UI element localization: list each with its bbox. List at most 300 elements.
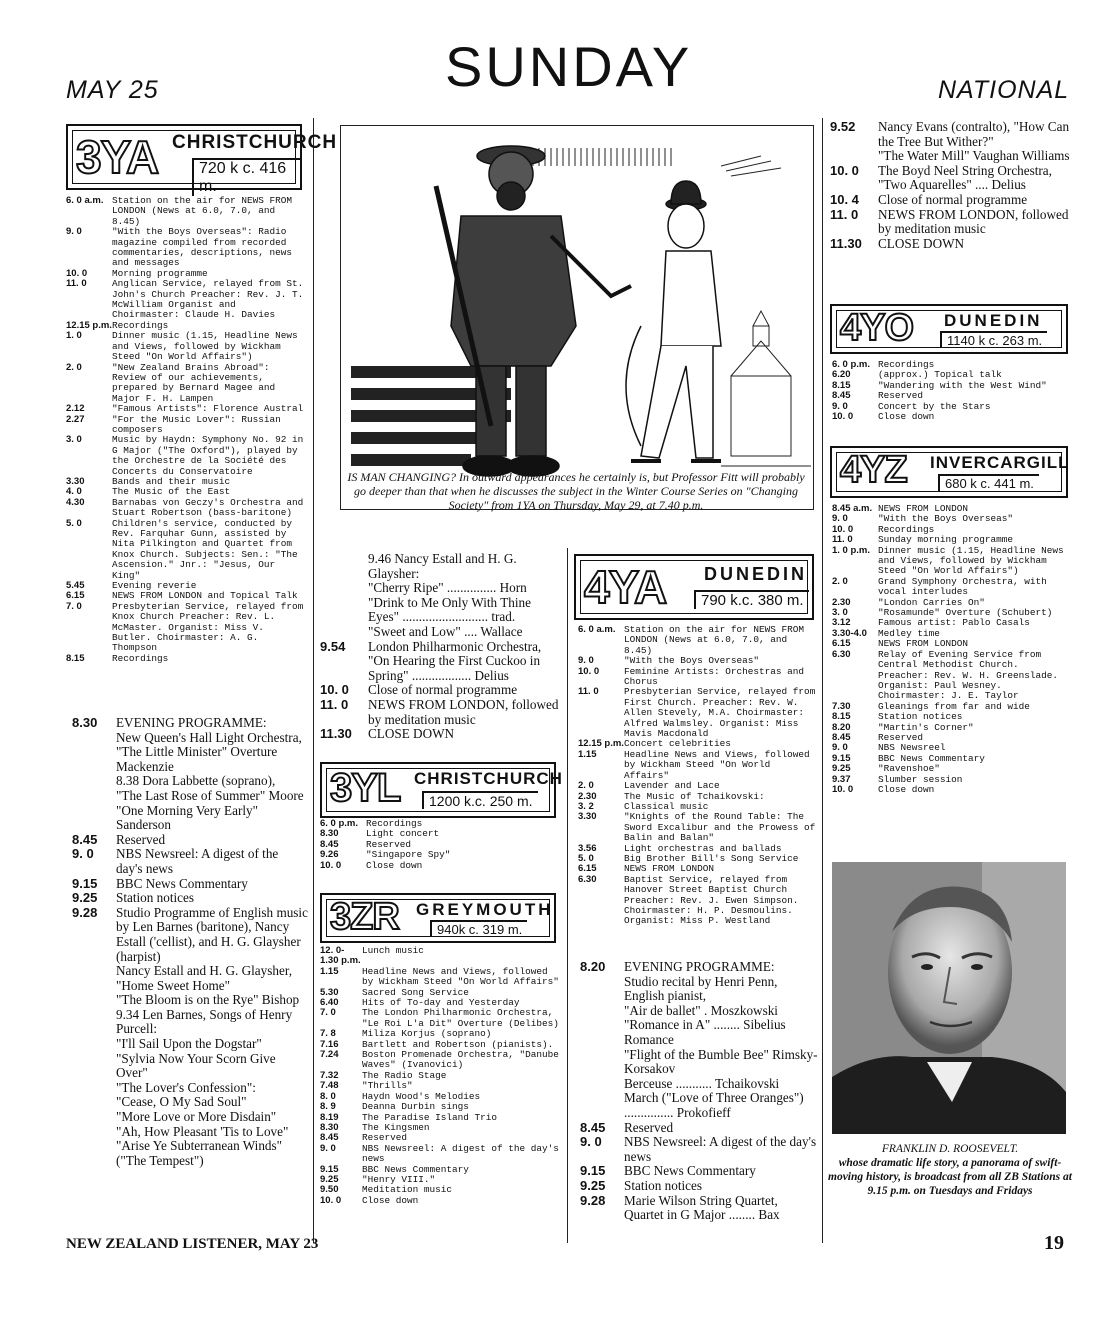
entry-time [72, 1052, 116, 1081]
entry-text: "Henry VIII." [362, 1173, 436, 1185]
entry-time: 3.56 [578, 842, 597, 854]
schedule-entry [72, 964, 308, 979]
entry-text: NEWS FROM LONDON and Topical Talk [112, 590, 298, 602]
entry-text: Concert celebrities [624, 738, 731, 750]
entry-time [72, 993, 116, 1008]
entry-time: 2.30 [578, 790, 597, 802]
entry-time: 11.30 [320, 726, 352, 742]
entry-time [72, 1095, 116, 1110]
station-city: DUNEDIN [704, 564, 808, 584]
entry-text: Anglican Service, relayed from St. John's Church Preacher: Rev. J. T. McWilliam Organist and Choirmaster: Claude H. Davies [112, 278, 304, 321]
entry-time: 12.15 p.m. [578, 738, 624, 750]
page-day: SUNDAY [445, 35, 693, 98]
schedule-entry [66, 519, 308, 581]
entry-time: 10. 0 [320, 859, 342, 871]
entry-text: Recordings [366, 818, 423, 829]
roosevelt-photo [832, 862, 1066, 1134]
entry-time: 11. 0 [830, 206, 859, 222]
entry-time: 8.15 [66, 652, 85, 664]
entry-time [72, 1081, 116, 1096]
entry-text: Dinner music (1.15, Headline News and Views, followed by Wickham Steed "On World Affairs") [112, 330, 298, 363]
entry-text: "Cherry Ripe" ............... Horn [368, 580, 527, 596]
entry-time: 5.45 [66, 580, 85, 592]
schedule-entry [580, 1091, 818, 1120]
entry-text: BBC News Commentary [116, 875, 248, 891]
entry-text: Bands and their music [112, 475, 231, 487]
entry-time [320, 625, 368, 640]
entry-time [72, 1125, 116, 1140]
entry-text: "Rosamunde" Overture (Schubert) [878, 607, 1053, 619]
entry-time [72, 1139, 116, 1168]
schedule-entry [72, 1125, 308, 1140]
entry-text: Classical music [624, 800, 709, 812]
entry-time: 6.30 [578, 873, 597, 885]
station-logo-4yo [830, 304, 1068, 354]
entry-text: Studio Programme of English music by Len Barnes (baritone), Nancy Estall ('cellist), and H. G. Glaysher (harpist) [116, 904, 308, 964]
entry-text: "The Water Mill" Vaughan Williams [878, 148, 1070, 164]
entry-text: "Two Aquarelles" .... Delius [878, 177, 1026, 193]
schedule-entry [580, 1135, 818, 1164]
entry-time: 2.27 [66, 413, 85, 425]
schedule-entry [320, 1008, 564, 1029]
schedule-entry [580, 1048, 818, 1077]
entry-text: Station notices [624, 1177, 703, 1193]
entry-time: 11. 0 [578, 686, 599, 698]
schedule-entry [72, 774, 308, 789]
entry-time: 8.30 [320, 1121, 339, 1133]
entry-text: New Queen's Hall Light Orchestra, [116, 729, 302, 745]
entry-text: Morning programme [112, 267, 208, 279]
schedule-entry [66, 498, 308, 519]
schedule-entry [72, 1139, 308, 1168]
schedule-entry [320, 698, 562, 727]
schedule-entry [72, 906, 308, 964]
schedule-entry [72, 847, 308, 876]
schedule-entry [578, 781, 818, 791]
entry-text: "With the Boys Overseas": Radio magazine compiled from recorded commentaries, descriptions, news and messages [112, 226, 293, 269]
entry-text: BBC News Commentary [878, 752, 985, 764]
entry-time: 8. 0 [320, 1090, 336, 1102]
entry-time: 8.45 [832, 731, 851, 743]
entry-text: Lavender and Lace [624, 780, 720, 792]
entry-time: 7.32 [320, 1069, 339, 1081]
entry-time [580, 1077, 624, 1092]
station-frequency: 1140 k c. 263 m. [940, 331, 1047, 348]
station-frequency: 1200 k.c. 250 m. [422, 791, 538, 809]
schedule-entry [832, 754, 1072, 764]
entry-text: Medley time [878, 627, 940, 639]
entry-time: 9.15 [320, 1163, 339, 1175]
schedule-entry [320, 1071, 564, 1081]
entry-time: 8.15 [832, 711, 851, 723]
entry-time: 3. 0 [832, 607, 848, 619]
entry-time: 7.24 [320, 1049, 339, 1061]
schedule-entry [832, 402, 1072, 412]
entry-time: 7. 0 [66, 600, 82, 612]
schedule-entry [830, 164, 1074, 179]
entry-text: Miliza Korjus (soprano) [362, 1028, 492, 1040]
evening-programme-3ya [72, 716, 308, 1168]
schedule-entry [72, 745, 308, 774]
schedule-entry [832, 785, 1072, 795]
schedule-entry [320, 850, 560, 860]
entry-time: 12. 0-1.30 p.m. [320, 945, 361, 967]
entry-time: 11. 0 [832, 534, 853, 546]
entry-time: 9.54 [320, 638, 346, 654]
schedule-entry [66, 331, 308, 362]
entry-time: 8.45 [72, 831, 98, 847]
entry-time: 9.25 [580, 1177, 606, 1193]
entry-text: Headline News and Views, followed by Wickham Steed "On World Affairs" [624, 748, 810, 781]
entry-text: Grand Symphony Orchestra, with vocal interludes [878, 575, 1047, 598]
entry-time [72, 1008, 116, 1037]
entry-time: 8. 9 [320, 1101, 336, 1113]
schedule-entry [832, 577, 1072, 598]
entry-time: 3.30-4.0 [832, 627, 867, 639]
cartoon-caption: IS MAN CHANGING? In outward appearances he certainly is, but Professor Fitt will probably go deeper than that when he discusses the subject in the Winter Course Series on "Changing Society" from 1YA on Thursday, May 29, at 7.40 p.m. [347, 470, 805, 512]
entry-time: 10. 0 [578, 665, 600, 677]
entry-text: Haydn Wood's Melodies [362, 1090, 481, 1102]
schedule-3ya [66, 196, 308, 664]
station-frequency: 790 k.c. 380 m. [694, 590, 809, 609]
entry-time: 9. 0 [66, 226, 82, 238]
entry-text: March ("Love of Three Oranges") ............... Prokofieff [624, 1090, 804, 1120]
station-call-sign: 4YO [840, 307, 914, 349]
schedule-entry [832, 546, 1072, 577]
entry-time: 9.25 [320, 1173, 339, 1185]
schedule-entry [72, 891, 308, 906]
schedule-3zr [320, 946, 564, 1206]
schedule-entry [580, 1194, 818, 1223]
entry-time: 8.15 [832, 379, 851, 391]
entry-text: NEWS FROM LONDON [878, 503, 969, 514]
station-call-sign: 4YA [584, 561, 667, 613]
entry-time: 6. 0 p.m. [832, 359, 871, 370]
entry-time: 2.30 [832, 596, 851, 608]
entry-text: The Kingsmen [362, 1121, 430, 1133]
entry-time [580, 1091, 624, 1120]
entry-time: 9. 0 [72, 846, 94, 862]
entry-time: 5.30 [320, 986, 339, 998]
schedule-entry [830, 178, 1074, 193]
entry-text: Feminine Artists: Orchestras and Chorus [624, 665, 805, 688]
schedule-entry [578, 875, 818, 927]
schedule-entry [832, 618, 1072, 628]
entry-time: 9.15 [580, 1163, 606, 1179]
entry-time: 9. 0 [578, 655, 594, 667]
entry-text: BBC News Commentary [624, 1163, 756, 1179]
entry-text: Studio recital by Henri Penn, English pianist, [624, 973, 778, 1004]
col2-continued-programme [320, 552, 562, 742]
schedule-entry [66, 227, 308, 269]
portrait-drawing [832, 862, 1066, 1134]
entry-time: 9.28 [72, 904, 98, 920]
photo-caption [826, 1142, 1074, 1198]
entry-text: Station on the air for NEWS FROM LONDON (News at 6.0, 7.0, and 8.45) [112, 195, 293, 227]
entry-text: Close down [366, 859, 423, 871]
column-divider [822, 118, 823, 1243]
entry-time: 6. 0 a.m. [66, 195, 104, 206]
schedule-entry [66, 415, 308, 436]
schedule-entry [832, 381, 1072, 391]
schedule-entry [830, 237, 1074, 252]
entry-text: NEWS FROM LONDON, followed by meditation music [368, 696, 559, 727]
entry-text: Children's service, conducted by Rev. Farquhar Gunn, assisted by Nita Pilkington and Quartet from Knox Church. Subjects: Sen.: "The Ascension." Jnr.: "Jesus, Our King" [112, 517, 298, 581]
entry-text: Sacred Song Service [362, 986, 469, 998]
schedule-entry [832, 764, 1072, 774]
entry-text: Slumber session [878, 773, 963, 785]
schedule-4yz [832, 504, 1072, 795]
entry-time: 11.30 [830, 235, 862, 251]
footer-publication: NEW ZEALAND LISTENER, MAY 23 [66, 1236, 319, 1252]
schedule-entry [832, 650, 1072, 702]
entry-text: "New Zealand Brains Abroad": Review of our achievements, prepared by Bernard Magee and Major F. H. Lampen [112, 361, 276, 404]
entry-time: 9.25 [72, 890, 98, 906]
evening-programme-4ya [580, 960, 818, 1223]
entry-time [72, 731, 116, 746]
entry-time: 7.48 [320, 1080, 339, 1092]
entry-text: Reserved [116, 831, 166, 847]
schedule-entry [580, 975, 818, 1004]
entry-text: "The Last Rose of Summer" Moore [116, 787, 304, 803]
page-number: 19 [1044, 1232, 1064, 1254]
entry-time [72, 964, 116, 979]
entry-text: "Cease, O My Sad Soul" [116, 1094, 247, 1110]
entry-text: Close of normal programme [368, 682, 518, 698]
entry-time [72, 804, 116, 833]
schedule-entry [72, 804, 308, 833]
schedule-entry [580, 1033, 818, 1048]
schedule-entry [832, 412, 1072, 422]
entry-text: Station notices [116, 890, 195, 906]
station-city: CHRISTCHURCH [414, 769, 563, 788]
schedule-entry [320, 861, 560, 871]
entry-text: NBS Newsreel: A digest of the day's news [362, 1142, 559, 1165]
entry-text: Close down [362, 1194, 419, 1206]
schedule-entry [578, 687, 818, 739]
entry-time: 1.15 [320, 965, 339, 977]
photo-caption-title: FRANKLIN D. ROOSEVELT. [881, 1143, 1019, 1155]
station-frequency: 680 k c. 441 m. [938, 474, 1039, 491]
entry-text: Close down [878, 783, 935, 795]
schedule-entry [72, 789, 308, 804]
entry-time: 8.20 [832, 721, 851, 733]
entry-time: 8.45 a.m. [832, 503, 873, 514]
entry-time [320, 654, 368, 683]
entry-text: Music by Haydn: Symphony No. 92 in G Major ("The Oxford"), played by the Orchestre de la Société des Concerts du Conservatoire [112, 434, 304, 477]
column-divider [567, 548, 568, 1243]
entry-text: "London Carries On" [878, 596, 985, 608]
entry-time: 8.20 [580, 959, 606, 974]
entry-time: 9. 0 [580, 1134, 602, 1150]
entry-text: Boston Promenade Orchestra, "Danube Waves" (Ivanovici) [362, 1049, 559, 1071]
entry-text: "Wandering with the West Wind" [878, 379, 1047, 391]
entry-text: "With the Boys Overseas" [624, 655, 760, 667]
schedule-entry [320, 1185, 564, 1195]
schedule-entry [320, 819, 560, 829]
entry-text: EVENING PROGRAMME: [624, 959, 775, 974]
entry-time [580, 1048, 624, 1077]
schedule-entry [580, 1018, 818, 1033]
entry-time: 5. 0 [66, 517, 82, 529]
entry-text: Meditation music [362, 1184, 453, 1196]
entry-text: Sunday morning programme [878, 534, 1014, 546]
schedule-entry [72, 1095, 308, 1110]
entry-time: 9.52 [830, 119, 856, 134]
station-call-sign: 4YZ [840, 449, 907, 491]
entry-text: NEWS FROM LONDON [878, 638, 969, 650]
entry-text: London Philharmonic Orchestra, [368, 638, 542, 654]
entry-text: "Ah, How Pleasant 'Tis to Love" [116, 1123, 289, 1139]
entry-time: 3.30 [66, 475, 85, 487]
schedule-entry [72, 979, 308, 994]
entry-text: "Ravenshoe" [878, 763, 940, 775]
entry-time [72, 1037, 116, 1052]
entry-time: 8.45 [320, 1132, 339, 1144]
station-city: CHRISTCHURCH [172, 132, 338, 153]
entry-text: NEWS FROM LONDON [624, 863, 715, 875]
entry-time: 10. 0 [830, 162, 859, 178]
entry-time: 6. 0 a.m. [578, 624, 616, 635]
schedule-entry [320, 596, 562, 625]
schedule-entry [832, 733, 1072, 743]
entry-text: Light orchestras and ballads [624, 842, 782, 854]
entry-text: Marie Wilson String Quartet, Quartet in G Major ........ Bax [624, 1192, 780, 1223]
entry-text: Berceuse ........... Tchaikovski [624, 1075, 780, 1091]
entry-text: Station notices [878, 711, 963, 723]
entry-text: "Knights of the Round Table: The Sword Excalibur and the Prowess of Balin and Balan" [624, 811, 816, 844]
entry-text: NEWS FROM LONDON, followed by meditation music [878, 206, 1069, 237]
entry-time: 8.45 [580, 1119, 606, 1135]
schedule-entry [72, 993, 308, 1008]
entry-text: "Thrills" [362, 1080, 413, 1092]
entry-text: "Sweet and Low" .... Wallace [368, 623, 523, 639]
entry-text: Deanna Durbin sings [362, 1101, 469, 1113]
entry-time [580, 1004, 624, 1019]
entry-time: 8.30 [320, 828, 339, 840]
entry-text: Reserved [878, 390, 924, 402]
schedule-entry [580, 1004, 818, 1019]
station-logo-3ya [66, 124, 338, 195]
entry-text: "Drink to Me Only With Thine Eyes" .......................... trad. [368, 594, 531, 625]
schedule-entry [320, 552, 562, 581]
schedule-entry [66, 404, 308, 414]
entry-text: Relay of Evening Service from Central Methodist Church. Preacher: Rev. W. H. Greenslade. Organist: Paul Wesney. Choirmaster: J. E. Taylor [878, 648, 1059, 702]
entry-text: Nancy Estall and H. G. Glaysher, [116, 963, 292, 979]
entry-time: 6.15 [832, 638, 851, 650]
entry-time: 10. 0 [320, 1194, 342, 1206]
entry-text: Station on the air for NEWS FROM LONDON (News at 6.0, 7.0, and 8.45) [624, 624, 805, 656]
entry-text: Bartlett and Robertson (pianists). [362, 1038, 554, 1050]
entry-text: "For the Music Lover": Russian composers [112, 413, 281, 435]
entry-time: 1. 0 p.m. [832, 544, 871, 556]
entry-time [320, 552, 368, 581]
entry-time: 8.45 [832, 390, 851, 402]
station-call-sign: 3ZR [330, 896, 399, 938]
column-divider [313, 118, 314, 1243]
schedule-entry [578, 750, 818, 781]
schedule-entry [832, 712, 1072, 722]
entry-text: 8.38 Dora Labbette (soprano), [116, 773, 276, 789]
entry-time: 9.15 [832, 752, 851, 764]
schedule-entry [72, 877, 308, 892]
entry-text: "The Lover's Confession": [116, 1079, 256, 1095]
entry-text: Presbyterian Service, relayed from Knox Church Preacher: Rev. L. McMaster. Organist: Miss V. Butler. Choirmaster: A. G. Thompson [112, 600, 304, 654]
entry-time: 9. 0 [832, 400, 848, 412]
entry-time: 8.45 [320, 838, 339, 850]
entry-text: Close down [878, 411, 935, 423]
entry-time: 8.30 [72, 715, 98, 730]
entry-text: "Air de ballet" . Moszkowski [624, 1002, 778, 1018]
schedule-entry [66, 654, 308, 664]
schedule-entry [66, 435, 308, 477]
entry-time: 9. 0 [832, 742, 848, 754]
entry-text: The London Philharmonic Orchestra, "Le Roi L'a Dit" Overture (Delibes) [362, 1007, 559, 1029]
entry-text: The Boyd Neel String Orchestra, [878, 162, 1052, 178]
entry-time: 6.20 [832, 369, 851, 381]
schedule-entry [320, 829, 560, 839]
schedule-entry [830, 120, 1074, 149]
entry-time: 6.30 [832, 648, 851, 660]
schedule-entry [320, 967, 564, 988]
entry-text: "The Bloom is on the Rye" Bishop [116, 992, 300, 1008]
entry-text: CLOSE DOWN [878, 235, 965, 251]
entry-text: "Singapore Spy" [366, 849, 451, 861]
entry-time: 1. 0 [66, 330, 82, 342]
schedule-entry [578, 812, 818, 843]
entry-time: 6.15 [578, 863, 597, 875]
entry-text: Recordings [112, 652, 169, 664]
entry-time: 10. 0 [66, 267, 88, 279]
entry-time: 3. 2 [578, 800, 594, 812]
entry-text: Big Brother Bill's Song Service [624, 852, 799, 864]
entry-text: "Arise Ye Subterranean Winds" ("The Tempest") [116, 1138, 283, 1168]
entry-text: The Radio Stage [362, 1069, 447, 1081]
schedule-entry [580, 1077, 818, 1092]
entry-time: 9.50 [320, 1184, 339, 1196]
entry-text: "Famous Artists": Florence Austral [112, 403, 304, 415]
station-call-sign: 3YL [330, 766, 401, 810]
schedule-entry [580, 1179, 818, 1194]
entry-text: "Martin's Corner" [878, 721, 974, 733]
entry-time: 9. 0 [320, 1142, 336, 1154]
entry-time: 4. 0 [66, 486, 82, 498]
schedule-entry [832, 514, 1072, 524]
entry-time [72, 774, 116, 789]
entry-text: Hits of To-day and Yesterday [362, 997, 520, 1009]
schedule-entry [320, 1165, 564, 1175]
page-network: NATIONAL [938, 76, 1070, 104]
entry-text: Lunch music [362, 945, 424, 956]
schedule-3yl [320, 819, 560, 871]
entry-time: 10. 0 [832, 523, 854, 535]
entry-text: "Home Sweet Home" [116, 977, 231, 993]
schedule-entry [580, 960, 818, 975]
cartoon-drawing [341, 126, 813, 509]
entry-text: "With the Boys Overseas" [878, 513, 1014, 525]
entry-text: Headline News and Views, followed by Wickham Steed "On World Affairs" [362, 965, 559, 988]
schedule-entry [66, 196, 308, 227]
schedule-entry [72, 833, 308, 848]
schedule-entry [830, 208, 1074, 237]
schedule-entry [830, 149, 1074, 164]
entry-time [830, 149, 878, 164]
entry-text: NBS Newsreel [878, 742, 946, 754]
entry-text: 9.46 Nancy Estall and H. G. Glaysher: [368, 551, 517, 581]
schedule-entry [320, 1113, 564, 1123]
entry-text: "On Hearing the First Cuckoo in Spring" .................. Delius [368, 653, 541, 683]
schedule-entry [320, 946, 564, 967]
